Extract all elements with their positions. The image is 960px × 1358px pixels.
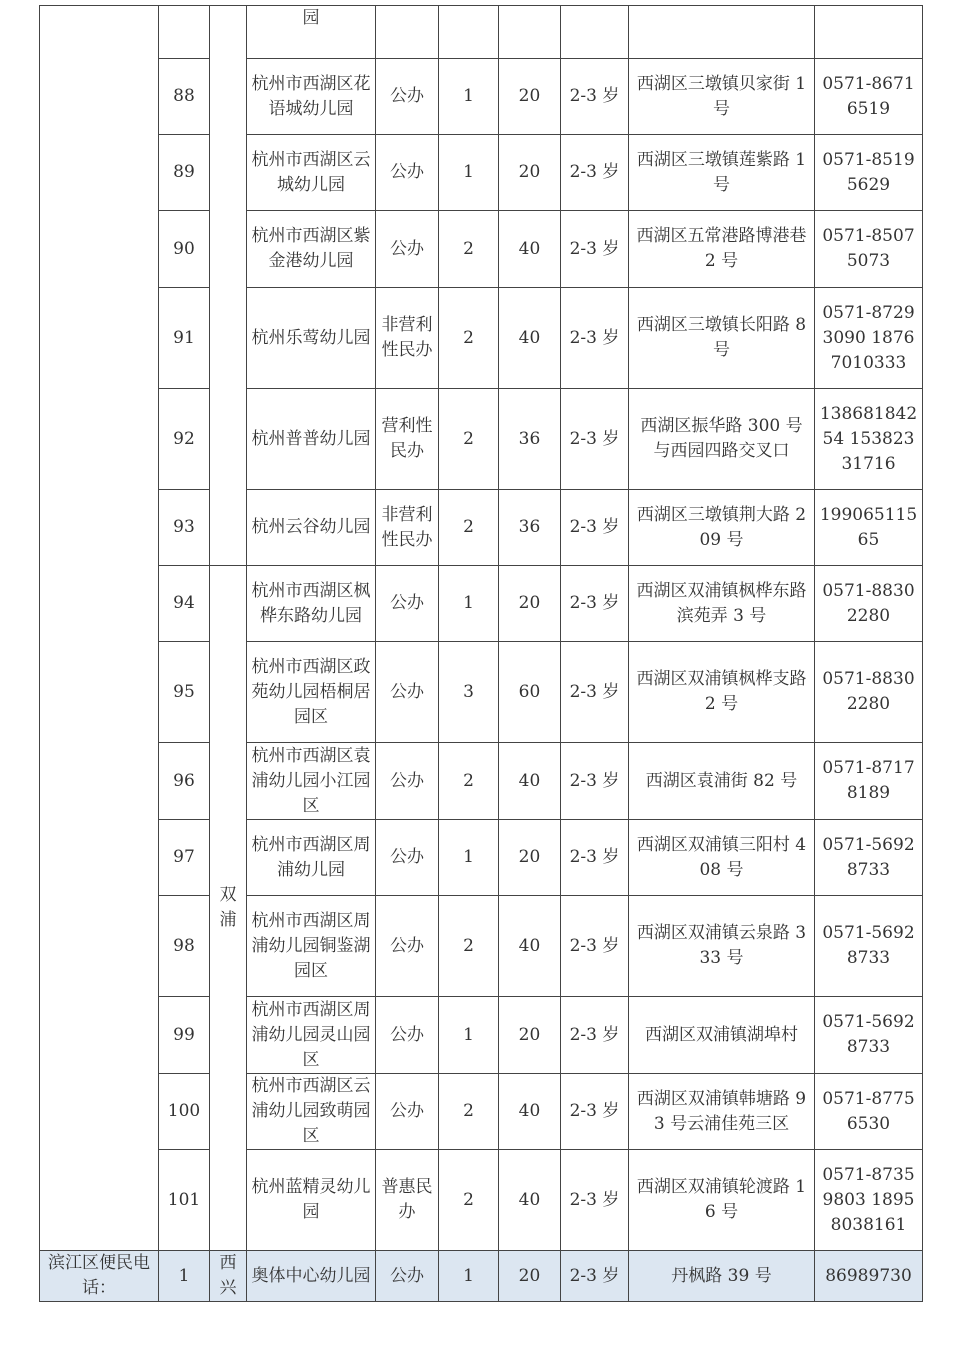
type-cell: 公办 <box>376 135 439 211</box>
seats-cell: 20 <box>499 566 561 642</box>
age-cell: 2-3 岁 <box>561 1150 629 1251</box>
phone-cell: 0571-87178189 <box>815 743 923 820</box>
classes-cell: 1 <box>439 59 499 135</box>
name-cell: 杭州市西湖区花语城幼儿园 <box>247 59 376 135</box>
town-cell-xixing: 西兴 <box>210 1251 247 1302</box>
age-cell: 2-3 岁 <box>561 566 629 642</box>
seats-cell: 40 <box>499 1074 561 1150</box>
kindergarten-table <box>39 5 923 1302</box>
address-cell: 西湖区双浦镇云泉路 333 号 <box>629 896 815 997</box>
seats-cell: 20 <box>499 135 561 211</box>
table-row <box>40 896 923 997</box>
name-cell: 园 <box>247 6 376 59</box>
address-cell: 西湖区五常港路博港巷 2 号 <box>629 211 815 288</box>
phone-cell: 19906511565 <box>815 490 923 566</box>
address-cell: 西湖区三墩镇莲紫路 1 号 <box>629 135 815 211</box>
phone-cell: 0571-85195629 <box>815 135 923 211</box>
type-cell: 公办 <box>376 566 439 642</box>
no-cell: 88 <box>159 59 210 135</box>
phone-cell: 0571-87293090 18767010333 <box>815 288 923 389</box>
phone-cell: 0571-88302280 <box>815 566 923 642</box>
no-cell: 101 <box>159 1150 210 1251</box>
address-cell: 西湖区双浦镇轮渡路 16 号 <box>629 1150 815 1251</box>
type-cell: 公办 <box>376 896 439 997</box>
name-cell: 杭州乐莺幼儿园 <box>247 288 376 389</box>
table-row <box>40 642 923 743</box>
age-cell: 2-3 岁 <box>561 1074 629 1150</box>
phone-cell: 0571-56928733 <box>815 820 923 896</box>
phone-cell: 0571-85075073 <box>815 211 923 288</box>
phone-cell: 13868184254 15382331716 <box>815 389 923 490</box>
classes-cell: 2 <box>439 896 499 997</box>
no-cell: 91 <box>159 288 210 389</box>
phone-cell: 0571-56928733 <box>815 896 923 997</box>
classes-cell: 2 <box>439 1074 499 1150</box>
name-cell: 杭州市西湖区枫桦东路幼儿园 <box>247 566 376 642</box>
address-cell: 西湖区振华路 300 号与西园四路交叉口 <box>629 389 815 490</box>
district-cell-xihu <box>40 6 159 1251</box>
name-cell: 杭州市西湖区云浦幼儿园致萌园区 <box>247 1074 376 1150</box>
no-cell: 93 <box>159 490 210 566</box>
table-row <box>40 59 923 135</box>
table-row <box>40 1150 923 1251</box>
town-cell-shuangpu: 双浦 <box>210 566 247 1251</box>
seats-cell: 36 <box>499 490 561 566</box>
type-cell: 公办 <box>376 743 439 820</box>
classes-cell: 2 <box>439 389 499 490</box>
phone-cell: 0571-87359803 18958038161 <box>815 1150 923 1251</box>
address-cell: 西湖区三墩镇贝家街 1 号 <box>629 59 815 135</box>
type-cell: 营利性民办 <box>376 389 439 490</box>
age-cell: 2-3 岁 <box>561 211 629 288</box>
classes-cell: 2 <box>439 743 499 820</box>
type-cell: 非营利性民办 <box>376 490 439 566</box>
phone-cell: 0571-88302280 <box>815 642 923 743</box>
classes-cell: 1 <box>439 997 499 1074</box>
seats-cell: 20 <box>499 59 561 135</box>
seats-cell: 40 <box>499 896 561 997</box>
seats-cell: 36 <box>499 389 561 490</box>
classes-cell: 2 <box>439 288 499 389</box>
no-cell: 97 <box>159 820 210 896</box>
phone-cell: 86989730 <box>815 1251 923 1302</box>
type-cell: 公办 <box>376 1074 439 1150</box>
table-row <box>40 288 923 389</box>
age-cell: 2-3 岁 <box>561 642 629 743</box>
classes-cell: 2 <box>439 1150 499 1251</box>
seats-cell: 40 <box>499 743 561 820</box>
seats-cell: 20 <box>499 1251 561 1302</box>
type-cell: 公办 <box>376 1251 439 1302</box>
classes-cell: 1 <box>439 566 499 642</box>
table-row <box>40 490 923 566</box>
type-cell: 公办 <box>376 820 439 896</box>
no-cell: 100 <box>159 1074 210 1150</box>
type-cell: 公办 <box>376 997 439 1074</box>
no-cell: 92 <box>159 389 210 490</box>
type-cell: 非营利性民办 <box>376 288 439 389</box>
age-cell: 2-3 岁 <box>561 389 629 490</box>
address-cell: 西湖区袁浦街 82 号 <box>629 743 815 820</box>
address-cell: 西湖区双浦镇枫桦东路滨苑弄 3 号 <box>629 566 815 642</box>
address-cell: 西湖区三墩镇荆大路 209 号 <box>629 490 815 566</box>
age-cell: 2-3 岁 <box>561 288 629 389</box>
table-row <box>40 997 923 1074</box>
classes-cell: 1 <box>439 135 499 211</box>
town-cell-sandun <box>210 6 247 566</box>
classes-cell: 1 <box>439 1251 499 1302</box>
table-row-continued <box>40 6 923 59</box>
type-cell: 普惠民办 <box>376 1150 439 1251</box>
classes-cell: 2 <box>439 211 499 288</box>
address-cell: 丹枫路 39 号 <box>629 1251 815 1302</box>
name-cell: 杭州市西湖区云城幼儿园 <box>247 135 376 211</box>
type-cell: 公办 <box>376 642 439 743</box>
age-cell: 2-3 岁 <box>561 135 629 211</box>
type-cell: 公办 <box>376 59 439 135</box>
table-row <box>40 743 923 820</box>
table-row <box>40 566 923 642</box>
seats-cell: 60 <box>499 642 561 743</box>
name-cell: 杭州市西湖区周浦幼儿园灵山园区 <box>247 997 376 1074</box>
name-cell: 杭州蓝精灵幼儿园 <box>247 1150 376 1251</box>
name-cell: 杭州云谷幼儿园 <box>247 490 376 566</box>
address-cell: 西湖区双浦镇湖埠村 <box>629 997 815 1074</box>
name-cell: 杭州市西湖区紫金港幼儿园 <box>247 211 376 288</box>
seats-cell: 20 <box>499 820 561 896</box>
name-cell: 杭州市西湖区周浦幼儿园铜鉴湖园区 <box>247 896 376 997</box>
phone-cell: 0571-86716519 <box>815 59 923 135</box>
phone-cell: 0571-87756530 <box>815 1074 923 1150</box>
age-cell: 2-3 岁 <box>561 896 629 997</box>
no-cell: 1 <box>159 1251 210 1302</box>
phone-cell: 0571-56928733 <box>815 997 923 1074</box>
age-cell: 2-3 岁 <box>561 820 629 896</box>
seats-cell: 40 <box>499 288 561 389</box>
classes-cell: 1 <box>439 820 499 896</box>
age-cell: 2-3 岁 <box>561 59 629 135</box>
seats-cell: 20 <box>499 997 561 1074</box>
seats-cell: 40 <box>499 1150 561 1251</box>
name-cell: 杭州市西湖区袁浦幼儿园小江园区 <box>247 743 376 820</box>
no-cell: 89 <box>159 135 210 211</box>
no-cell: 95 <box>159 642 210 743</box>
name-cell: 杭州市西湖区政苑幼儿园梧桐居园区 <box>247 642 376 743</box>
table-row-binjiang <box>40 1251 923 1302</box>
district-cell-binjiang: 滨江区便民电话： <box>40 1251 159 1302</box>
seats-cell: 40 <box>499 211 561 288</box>
classes-cell: 3 <box>439 642 499 743</box>
name-cell: 杭州普普幼儿园 <box>247 389 376 490</box>
no-cell <box>159 6 210 59</box>
classes-cell: 2 <box>439 490 499 566</box>
table-row <box>40 820 923 896</box>
table-row <box>40 211 923 288</box>
address-cell: 西湖区双浦镇韩塘路 93 号云浦佳苑三区 <box>629 1074 815 1150</box>
address-cell: 西湖区三墩镇长阳路 8 号 <box>629 288 815 389</box>
no-cell: 94 <box>159 566 210 642</box>
table-row <box>40 1074 923 1150</box>
address-cell: 西湖区双浦镇三阳村 408 号 <box>629 820 815 896</box>
age-cell: 2-3 岁 <box>561 490 629 566</box>
no-cell: 98 <box>159 896 210 997</box>
no-cell: 96 <box>159 743 210 820</box>
address-cell: 西湖区双浦镇枫桦支路 2 号 <box>629 642 815 743</box>
name-cell: 奥体中心幼儿园 <box>247 1251 376 1302</box>
type-cell: 公办 <box>376 211 439 288</box>
table-row <box>40 389 923 490</box>
no-cell: 90 <box>159 211 210 288</box>
age-cell: 2-3 岁 <box>561 997 629 1074</box>
table-row <box>40 135 923 211</box>
name-cell: 杭州市西湖区周浦幼儿园 <box>247 820 376 896</box>
no-cell: 99 <box>159 997 210 1074</box>
age-cell: 2-3 岁 <box>561 743 629 820</box>
age-cell: 2-3 岁 <box>561 1251 629 1302</box>
